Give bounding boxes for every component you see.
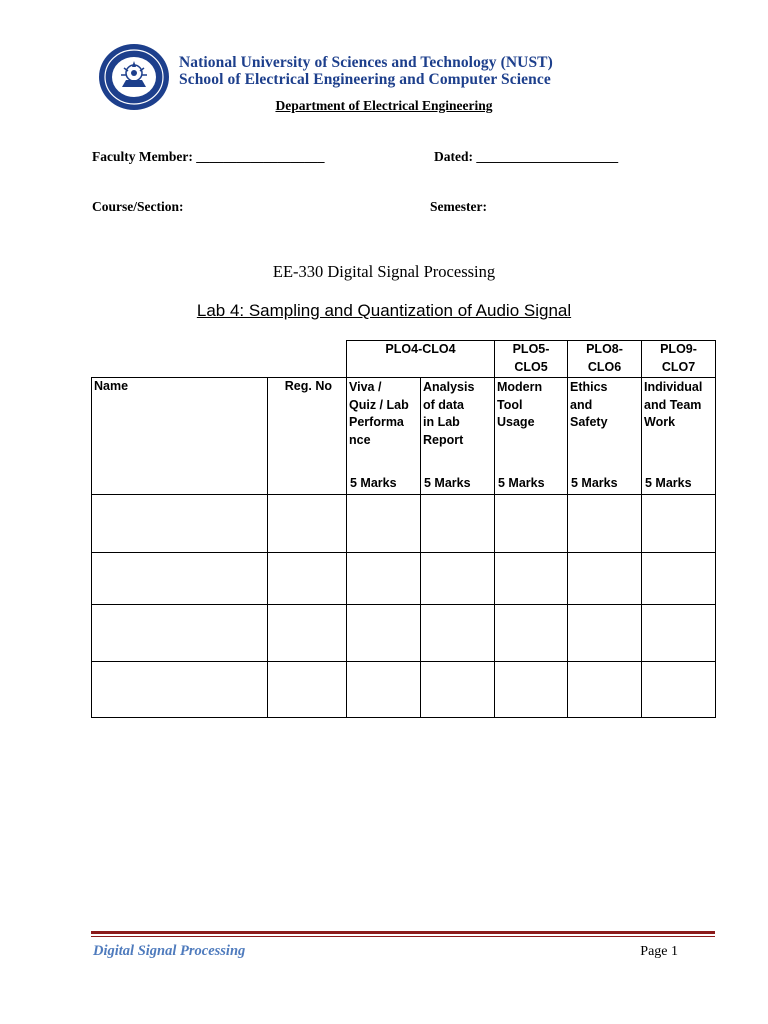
criterion-analysis [421, 378, 495, 495]
faculty-label: Faculty Member: [92, 149, 193, 164]
marks-cell[interactable] [642, 553, 716, 605]
criterion-marks: 5 Marks [498, 475, 545, 490]
group-plo4-clo4: PLO4-CLO4 [347, 341, 495, 378]
table-row [92, 662, 716, 718]
name-cell[interactable] [92, 495, 268, 553]
footer-course-name: Digital Signal Processing [93, 943, 246, 959]
reg-no-cell[interactable] [268, 662, 347, 718]
marks-cell[interactable] [642, 605, 716, 662]
marks-cell[interactable] [421, 605, 495, 662]
group-header-row [92, 341, 716, 378]
name-cell[interactable] [92, 605, 268, 662]
criterion-marks: 5 Marks [424, 475, 471, 490]
marks-cell[interactable] [347, 495, 421, 553]
criterion-label: Individual and Team Work [644, 380, 703, 429]
marks-cell[interactable] [568, 495, 642, 553]
table-row [92, 553, 716, 605]
criterion-teamwork [642, 378, 716, 495]
marks-cell[interactable] [495, 553, 568, 605]
table-row [92, 495, 716, 553]
marks-cell[interactable] [421, 553, 495, 605]
faculty-field [92, 149, 324, 165]
faculty-blank: ___________________ [196, 149, 325, 164]
semester-label: Semester: [430, 199, 487, 214]
dated-blank: _____________________ [476, 149, 619, 164]
footer-rule-thin [91, 936, 715, 937]
course-title: EE-330 Digital Signal Processing [272, 262, 496, 281]
dated-label: Dated: [434, 149, 473, 164]
lab-title: Lab 4: Sampling and Quantization of Audio Signal [196, 301, 572, 320]
university-name: National University of Sciences and Technology (NUST) [179, 54, 553, 71]
criterion-ethics [568, 378, 642, 495]
criterion-viva [347, 378, 421, 495]
group-plo8-clo6: PLO8- CLO6 [568, 341, 642, 378]
marks-cell[interactable] [642, 662, 716, 718]
criterion-label: Modern Tool Usage [497, 380, 543, 429]
marks-cell[interactable] [347, 605, 421, 662]
criterion-label: Ethics and Safety [570, 380, 608, 429]
name-cell[interactable] [92, 553, 268, 605]
reg-no-cell[interactable] [268, 553, 347, 605]
criterion-label: Analysis of data in Lab Report [423, 380, 475, 447]
criteria-header-row [92, 378, 716, 495]
dated-field [434, 149, 618, 165]
marks-cell[interactable] [642, 495, 716, 553]
course-section-label: Course/Section: [92, 199, 184, 214]
department-heading: Department of Electrical Engineering [275, 98, 493, 113]
reg-no-cell[interactable] [268, 605, 347, 662]
footer-rule [91, 931, 715, 934]
marks-cell[interactable] [495, 605, 568, 662]
marks-cell[interactable] [495, 662, 568, 718]
marks-cell[interactable] [347, 662, 421, 718]
criterion-label: Viva / Quiz / Lab Performa nce [349, 380, 409, 447]
marks-cell[interactable] [568, 605, 642, 662]
reg-no-header: Reg. No [268, 378, 347, 495]
criterion-marks: 5 Marks [645, 475, 692, 490]
name-cell[interactable] [92, 662, 268, 718]
marks-cell[interactable] [495, 495, 568, 553]
group-plo5-clo5: PLO5- CLO5 [495, 341, 568, 378]
criterion-marks: 5 Marks [571, 475, 618, 490]
name-header: Name [92, 378, 268, 495]
table-row [92, 605, 716, 662]
institution-block [179, 54, 553, 88]
group-plo9-clo7: PLO9- CLO7 [642, 341, 716, 378]
page-number: Page 1 [640, 944, 678, 959]
evaluation-table [91, 340, 716, 718]
marks-cell[interactable] [421, 662, 495, 718]
school-name: School of Electrical Engineering and Computer Science [179, 71, 551, 88]
marks-cell[interactable] [421, 495, 495, 553]
criterion-modern-tool [495, 378, 568, 495]
marks-cell[interactable] [568, 553, 642, 605]
marks-cell[interactable] [568, 662, 642, 718]
marks-cell[interactable] [347, 553, 421, 605]
reg-no-cell[interactable] [268, 495, 347, 553]
criterion-marks: 5 Marks [350, 475, 397, 490]
